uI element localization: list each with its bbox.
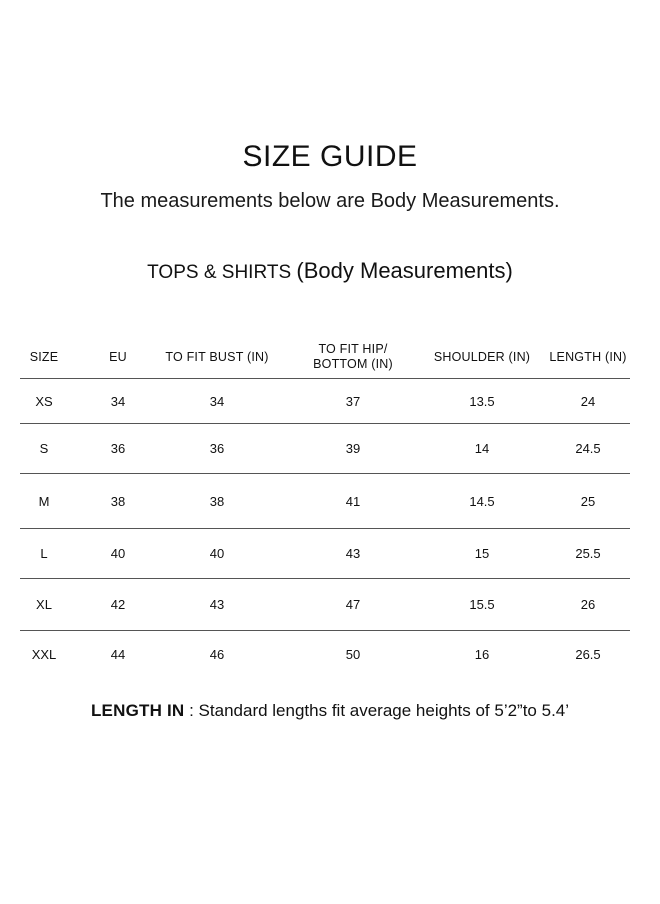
cell-bust: 38 xyxy=(209,493,225,509)
cell-size: L xyxy=(40,546,48,561)
cell-eu: 40 xyxy=(110,546,126,561)
cell-hip: 41 xyxy=(345,493,361,509)
header-size: SIZE xyxy=(29,349,59,364)
cell-length: 24 xyxy=(580,393,596,409)
cell-bust: 36 xyxy=(209,441,225,456)
header-bust: TO FIT BUST (IN) xyxy=(165,349,269,364)
cell-shoulder: 15 xyxy=(474,546,490,561)
header-length: LENGTH (IN) xyxy=(549,349,627,364)
page-title: SIZE GUIDE xyxy=(242,140,418,173)
section-heading-paren: (Body Measurements) xyxy=(296,258,513,283)
cell-length: 24.5 xyxy=(575,441,601,456)
cell-size: XL xyxy=(36,597,52,612)
header-hip xyxy=(290,336,416,378)
cell-bust: 46 xyxy=(209,646,225,662)
cell-shoulder: 14.5 xyxy=(469,493,495,509)
table-row xyxy=(20,474,630,529)
cell-shoulder: 14 xyxy=(474,441,490,456)
length-note-text: : Standard lengths fit average heights of 5’2”to 5.4’ xyxy=(184,701,570,720)
table-row xyxy=(20,529,630,579)
cell-length: 26 xyxy=(580,597,596,612)
cell-size: XXL xyxy=(31,646,57,662)
size-table xyxy=(20,336,630,677)
section-heading xyxy=(0,258,660,284)
cell-hip: 50 xyxy=(345,646,361,662)
table-row xyxy=(20,631,630,677)
cell-bust: 40 xyxy=(209,546,225,561)
cell-shoulder: 13.5 xyxy=(469,393,495,409)
cell-shoulder: 16 xyxy=(474,646,490,662)
cell-bust: 34 xyxy=(209,393,225,409)
cell-size: XS xyxy=(35,393,53,409)
cell-eu: 34 xyxy=(110,393,126,409)
cell-shoulder: 15.5 xyxy=(469,597,495,612)
cell-length: 26.5 xyxy=(575,646,601,662)
cell-hip: 39 xyxy=(345,441,361,456)
cell-hip: 37 xyxy=(345,393,361,409)
cell-size: M xyxy=(38,493,50,509)
cell-size: S xyxy=(39,441,49,456)
cell-length: 25 xyxy=(580,493,596,509)
cell-eu: 36 xyxy=(110,441,126,456)
header-hip-label: TO FIT HIP/ BOTTOM (IN) xyxy=(313,342,393,371)
length-note-label: LENGTH IN xyxy=(90,701,185,720)
cell-eu: 42 xyxy=(110,597,126,612)
table-row xyxy=(20,379,630,424)
section-heading-main: TOPS & SHIRTS xyxy=(147,262,297,283)
cell-bust: 43 xyxy=(209,597,225,612)
length-note xyxy=(0,701,660,721)
cell-eu: 38 xyxy=(110,493,126,509)
header-shoulder: SHOULDER (IN) xyxy=(433,349,531,364)
table-row xyxy=(20,579,630,631)
cell-eu: 44 xyxy=(110,646,126,662)
cell-hip: 43 xyxy=(345,546,361,561)
cell-length: 25.5 xyxy=(575,546,601,561)
cell-hip: 47 xyxy=(345,597,361,612)
table-row xyxy=(20,424,630,474)
page-subtitle: The measurements below are Body Measurements. xyxy=(100,190,560,212)
header-eu: EU xyxy=(109,349,127,364)
table-header xyxy=(20,336,630,379)
